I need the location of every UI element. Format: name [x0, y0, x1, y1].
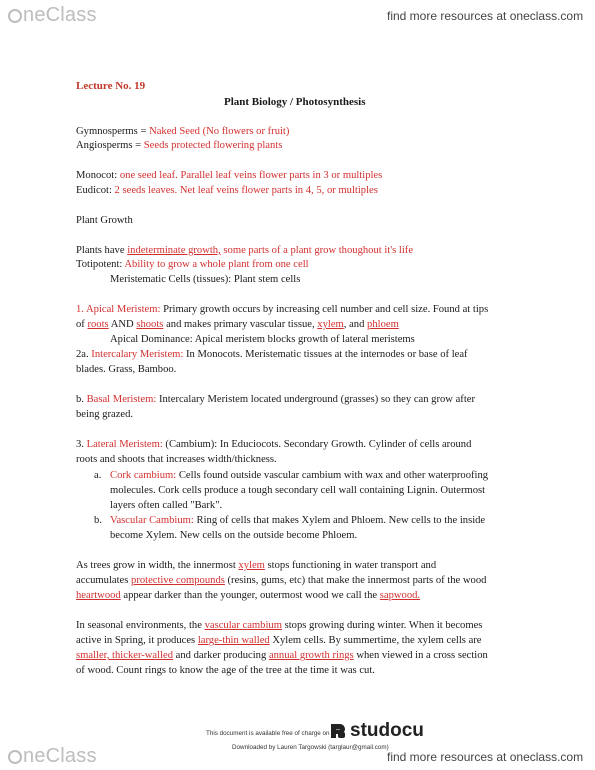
- line-intercalary: 2a. Intercalary Meristem: In Monocots. Meristematic tissues at the internodes or base of leaf: [76, 349, 468, 360]
- line-seasonal-2: active in Spring, it produces large-thin walled Xylem cells. By summertime, the xylem cells are: [76, 635, 482, 646]
- line-monocot: Monocot: one seed leaf. Parallel leaf veins flower parts in 3 or multiples: [76, 170, 383, 181]
- oneclass-logo: neClass: [8, 4, 97, 27]
- list-marker-a: a.: [94, 470, 102, 481]
- line-cork-3: layers often called "Bark".: [110, 500, 223, 511]
- footer-downloaded-text: Downloaded by Lauren Targowski (targlaur@gmail.com): [232, 744, 389, 751]
- line-meristematic: Meristematic Cells (tissues): Plant stem cells: [110, 274, 301, 285]
- line-apical-dominance: Apical Dominance: Apical meristem blocks growth of lateral meristems: [110, 334, 415, 345]
- header-link[interactable]: find more resources at oneclass.com: [387, 9, 584, 23]
- line-totipotent: Totipotent: Ability to grow a whole plant from one cell: [76, 259, 309, 270]
- line-lateral: 3. Lateral Meristem: (Cambium): In Educiocots. Secondary Growth. Cylinder of cells around: [76, 439, 472, 450]
- studocu-mark-icon: [328, 721, 348, 741]
- studocu-logo[interactable]: studocu: [328, 720, 424, 742]
- line-apical-2: of roots AND shoots and makes primary vascular tissue, xylem, and phloem: [76, 319, 399, 330]
- line-cork: Cork cambium: Cells found outside vascular cambium with wax and other waterproofing: [110, 470, 489, 481]
- line-indeterminate: Plants have indeterminate growth, some parts of a plant grow thoughout it's life: [76, 245, 414, 256]
- line-gymnosperms: Gymnosperms = Naked Seed (No flowers or fruit): [76, 126, 290, 137]
- line-intercalary-2: blades. Grass, Bamboo.: [76, 364, 177, 375]
- oneclass-o-icon: [8, 9, 22, 23]
- footer-link[interactable]: find more resources at oneclass.com: [387, 750, 584, 764]
- line-lateral-2: roots and shoots that increases width/thickness.: [76, 454, 277, 465]
- oneclass-o-icon: [8, 750, 22, 764]
- line-eudicot: Eudicot: 2 seeds leaves. Net leaf veins flower parts in 4, 5, or multiples: [76, 185, 378, 196]
- oneclass-logo-footer: neClass: [8, 745, 97, 768]
- line-trees: As trees grow in width, the innermost xylem stops functioning in water transport and: [76, 560, 437, 571]
- line-seasonal-3: smaller, thicker-walled and darker producing annual growth rings when viewed in a cross section: [76, 650, 488, 661]
- footer-available-text: This document is available free of charge on: [206, 730, 330, 737]
- line-apical: 1. Apical Meristem: Primary growth occurs by increasing cell number and cell size. Found at tips: [76, 304, 489, 315]
- line-trees-2: accumulates protective compounds (resins, gums, etc) that make the innermost parts of the wood: [76, 575, 487, 586]
- line-cork-2: molecules. Cork cells produce a tough secondary cell wall containing Lignin. Outermost: [110, 485, 486, 496]
- line-vascular-2: become Xylem. New cells on the outside become Phloem.: [110, 530, 358, 541]
- document-title: Plant Biology / Photosynthesis: [224, 96, 366, 108]
- line-vascular: Vascular Cambium: Ring of cells that makes Xylem and Phloem. New cells to the inside: [110, 515, 486, 526]
- line-trees-3: heartwood appear darker than the younger, outermost wood we call the sapwood.: [76, 590, 421, 601]
- heading-plant-growth: Plant Growth: [76, 215, 133, 226]
- line-seasonal-4: of wood. Count rings to know the age of the tree at the time it was cut.: [76, 665, 375, 676]
- line-angiosperms: Angiosperms = Seeds protected flowering plants: [76, 140, 283, 151]
- line-basal: b. Basal Meristem: Intercalary Meristem located underground (grasses) so they can grow after: [76, 394, 475, 405]
- line-seasonal: In seasonal environments, the vascular cambium stops growing during winter. When it becomes: [76, 620, 483, 631]
- lecture-number: Lecture No. 19: [76, 80, 146, 92]
- list-marker-b: b.: [94, 515, 102, 526]
- line-basal-2: being grazed.: [76, 409, 134, 420]
